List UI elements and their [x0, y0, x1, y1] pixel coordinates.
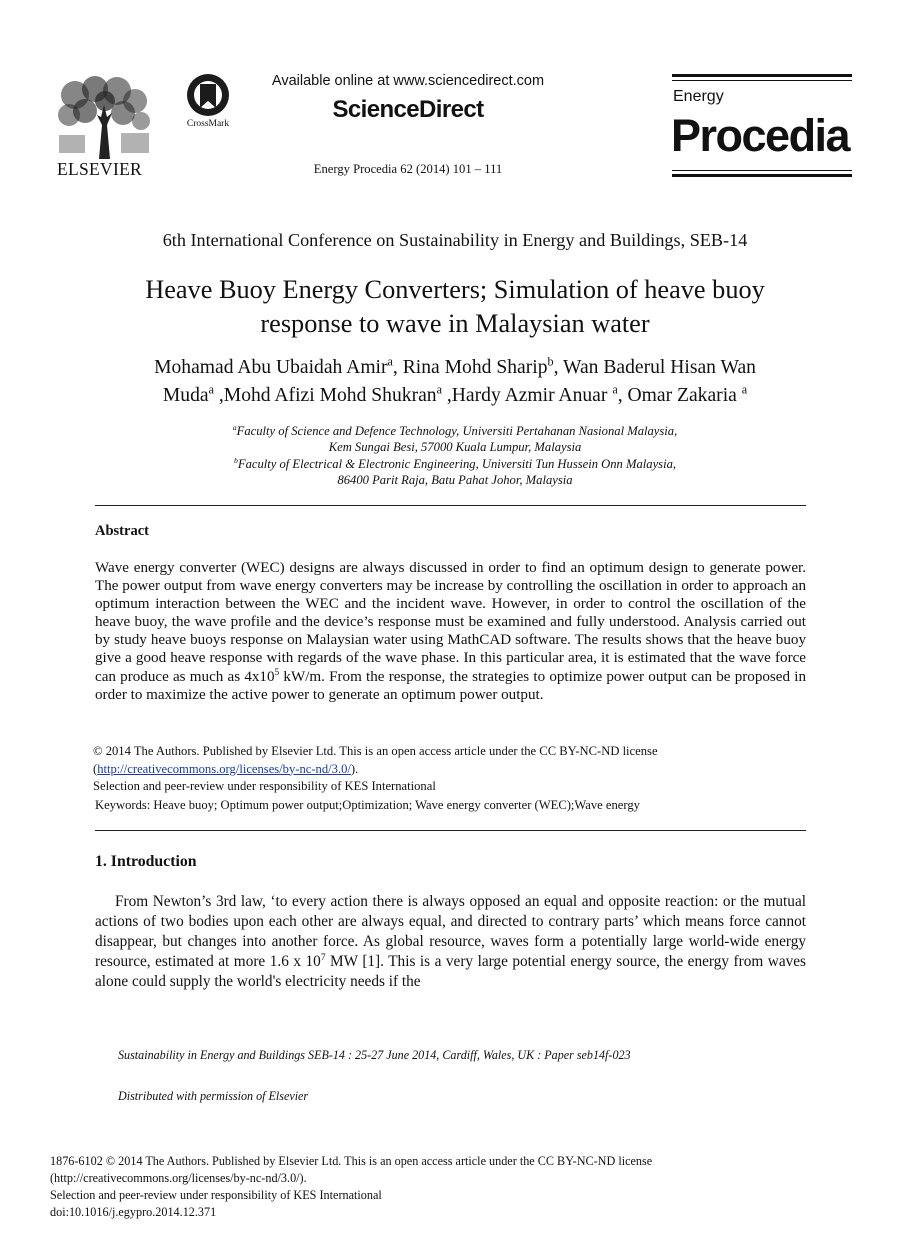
introduction-text: MW [1]. This is a very large potential energy source, the energy from waves alone could supply the world's electricity needs if the [95, 953, 806, 990]
license-link[interactable]: http://creativecommons.org/licenses/by-nc-nd/3.0/ [97, 761, 351, 776]
affiliation-mark: a [741, 382, 748, 397]
authors-line-2 [60, 382, 850, 410]
abstract-body [95, 559, 806, 704]
available-online-text: Available online at www.sciencedirect.com [271, 73, 545, 89]
peer-review-line: Selection and peer-review under responsibility of KES International [50, 1188, 382, 1202]
license-url-line: (http://creativecommons.org/licenses/by-nc-nd/3.0/). [50, 1171, 307, 1185]
journal-reference: Energy Procedia 62 (2014) 101 – 111 [313, 162, 503, 176]
abstract-heading: Abstract [95, 523, 149, 539]
sciencedirect-wordmark: ScienceDirect [332, 96, 484, 123]
affiliation-text: Faculty of Science and Defence Technology, Universiti Pertahanan Nasional Malaysia, [236, 424, 678, 438]
conference-name: 6th International Conference on Sustainability in Energy and Buildings, SEB-14 [162, 230, 748, 250]
logo-top-thin-bar [672, 80, 852, 81]
elsevier-wordmark: ELSEVIER [57, 159, 143, 179]
author-name: Muda [162, 385, 209, 406]
doi[interactable]: doi:10.1016/j.egypro.2014.12.371 [50, 1205, 217, 1219]
abstract-text: kW/m. From the response, the strategies to optimize power output can be proposed in order to maximize the active power to generate an optimum power output. [95, 668, 807, 703]
logo-bottom-thin-bar [672, 170, 852, 171]
title-line-2: response to wave in Malaysian water [260, 309, 650, 338]
affiliation-mark: a [612, 382, 618, 397]
introduction-text: From Newton’s 3rd law, ‘to every action there is always opposed an equal and opposite reaction: or the mutual actions of two bodies upon each other are always equal, and directed to contrary parts’ which means force cannot disappear, but changes into another force. As global resource, waves form a potentially large world-wide energy resource, estimated at more 1.6 x 10 [95, 893, 806, 970]
bottom-meta [50, 1153, 870, 1221]
energy-procedia-logo [672, 74, 852, 178]
abstract-text: Wave energy converter (WEC) designs are always discussed in order to find an optimum design to generate power. The power output from wave energy converters may be increase by controlling the oscillation in order to approach an optimum interaction between the WEC and the incident wave. However, in order to control the oscillation of the heave buoy, the wave profile and the device’s response must be examined and fully understood. Analysis carried out by study heave buoys response on Malaysian water using MathCAD software. The results shows that the heave buoy give a good heave response with regards of the wave phase. In this particular area, it is estimated that the wave force can produce as much as 4x10 [95, 560, 806, 685]
title-line-1: Heave Buoy Energy Converters; Simulation of heave buoy [145, 275, 765, 304]
affiliation-mark: b [233, 455, 238, 465]
keywords: Keywords: Heave buoy; Optimum power output;Optimization; Wave energy converter (WEC);Wave energy [95, 798, 640, 812]
affiliation-a-line-1 [60, 423, 850, 439]
elsevier-logo [55, 75, 153, 180]
license-link-line [93, 761, 813, 779]
authors-line-1 [60, 354, 850, 382]
abstract-bottom-rule [95, 830, 806, 831]
author-name: ,Hardy Azmir Anuar [441, 385, 608, 406]
author-name: Mohamad Abu Ubaidah Amir [154, 357, 388, 378]
elsevier-tree-icon [55, 75, 153, 159]
issn-copyright-line: 1876-6102 © 2014 The Authors. Published by Elsevier Ltd. This is an open access article under the CC BY-NC-ND license [50, 1154, 653, 1168]
logo-procedia-text: Procedia [671, 110, 850, 161]
introduction-heading: 1. Introduction [95, 853, 197, 870]
abstract-top-rule [95, 505, 806, 506]
copyright-line: © 2014 The Authors. Published by Elsevier Ltd. This is an open access article under the CC BY-NC-ND license [93, 744, 658, 758]
crossmark-label: CrossMark [186, 119, 230, 129]
conference-footnote: Sustainability in Energy and Buildings SEB-14 : 25-27 June 2014, Cardiff, Wales, UK : Paper seb14f-023 [118, 1048, 631, 1062]
paren: ( [93, 761, 98, 776]
crossmark-icon [178, 72, 238, 118]
affiliation-mark: a [232, 422, 237, 432]
abstract-exponent: 5 [274, 667, 280, 678]
author-name: ,Mohd Afizi Mohd Shukran [213, 385, 437, 406]
paper-title [60, 273, 850, 341]
distribution-footnote: Distributed with permission of Elsevier [118, 1089, 309, 1103]
affiliation-text: Faculty of Electrical & Electronic Engineering, Universiti Tun Hussein Onn Malaysia, [237, 456, 677, 471]
introduction-exponent: 7 [320, 952, 326, 963]
author-name: , Wan Baderul Hisan Wan [553, 357, 756, 378]
affiliation-b-line-2: 86400 Parit Raja, Batu Pahat Johor, Malaysia [337, 473, 573, 488]
logo-energy-text: Energy [673, 88, 724, 105]
paren: ). [350, 761, 359, 776]
introduction-body [95, 892, 806, 992]
copyright-block [93, 743, 813, 796]
author-name: , Rina Mohd Sharip [392, 357, 548, 378]
affiliations [60, 423, 850, 489]
affiliation-mark: b [547, 354, 554, 369]
author-list [60, 354, 850, 410]
logo-top-bar [672, 74, 852, 77]
affiliation-mark: a [387, 354, 393, 369]
logo-bottom-bar [672, 174, 852, 177]
affiliation-a-line-2: Kem Sungai Besi, 57000 Kuala Lumpur, Malaysia [328, 440, 582, 455]
crossmark-logo[interactable] [178, 72, 238, 134]
affiliation-mark: a [208, 382, 214, 397]
affiliation-mark: a [436, 382, 442, 397]
peer-review-line: Selection and peer-review under responsibility of KES International [93, 779, 436, 793]
author-name: , Omar Zakaria [617, 385, 742, 406]
affiliation-b-line-1 [60, 456, 850, 472]
